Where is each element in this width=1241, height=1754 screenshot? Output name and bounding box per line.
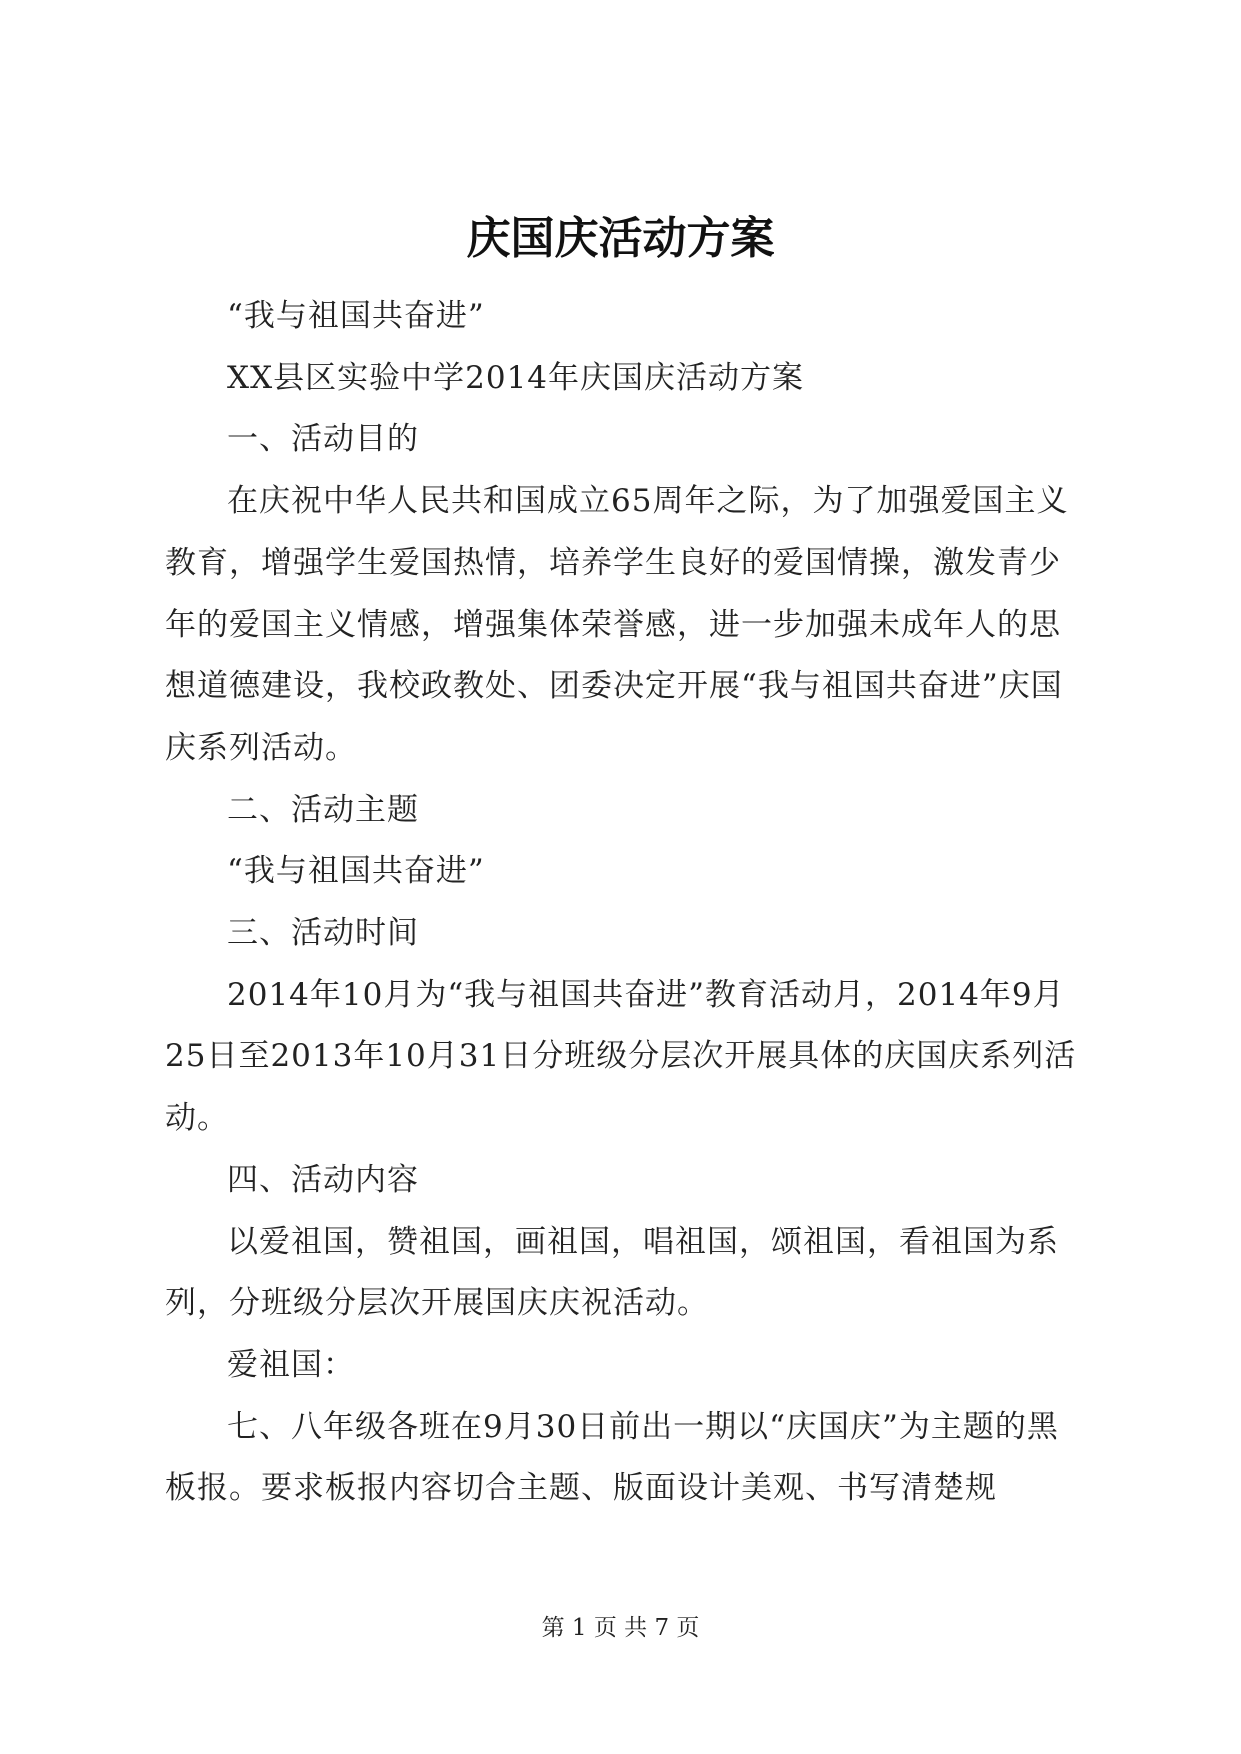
section-heading-content: 四、活动内容: [227, 1161, 419, 1198]
document-title: 庆国庆活动方案: [466, 213, 775, 264]
plan-heading: XX县区实验中学2014年庆国庆活动方案: [227, 359, 805, 396]
section-heading-theme: 二、活动主题: [227, 791, 419, 828]
document-body: [165, 286, 1080, 1520]
paragraph-purpose: 在庆祝中华人民共和国成立65周年之际，为了加强爱国主义教育，增强学生爱国热情，培养学生良好的爱国情操，激发青少年的爱国主义情感，增强集体荣誉感，进一步加强未成年人的思想道德建设，我校政教处、团委决定开展“我与祖国共奋进”庆国庆系列活动。: [165, 483, 1069, 766]
section-heading-purpose: 一、活动目的: [227, 421, 419, 458]
page-footer: 第 1 页 共 7 页: [541, 1615, 700, 1641]
subtitle-quote: “我与祖国共奋进”: [227, 298, 485, 334]
subheading-love-motherland: 爱祖国：: [227, 1346, 355, 1383]
paragraph-time: 2014年10月为“我与祖国共奋进”教育活动月，2014年9月25日至2013年10月31日分班级分层次开展具体的庆国庆系列活动。: [165, 976, 1077, 1137]
paragraph-blackboard: 七、八年级各班在9月30日前出一期以“庆国庆”为主题的黑板报。要求板报内容切合主题、版面设计美观、书写清楚规: [165, 1408, 1059, 1507]
paragraph-theme: “我与祖国共奋进”: [227, 853, 485, 890]
section-heading-time: 三、活动时间: [227, 915, 419, 952]
paragraph-content: 以爱祖国，赞祖国，画祖国，唱祖国，颂祖国，看祖国为系列，分班级分层次开展国庆庆祝活动。: [165, 1223, 1059, 1322]
